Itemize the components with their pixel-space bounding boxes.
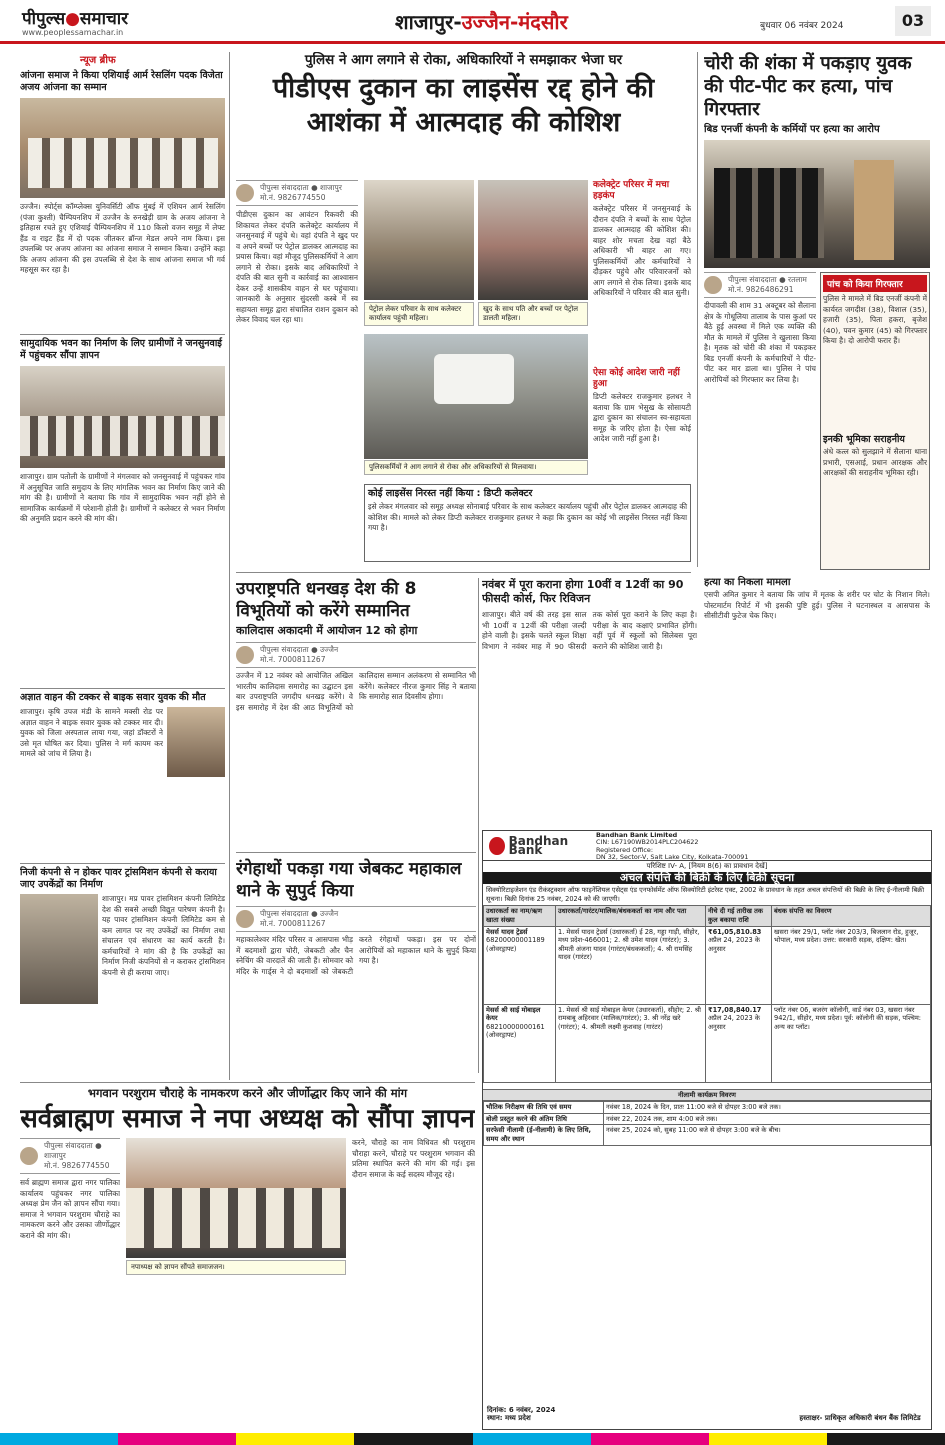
reporter-avatar [236,184,254,202]
center-top-story [236,52,691,567]
section-divider [236,852,476,853]
story1-body: उज्जैन। स्पोर्ट्स कॉम्प्लेक्स युनिवर्सिटी ऑफ मुंबई में एशियन आर्म रेसलिंग (पंजा कुश्ती) चैम्पियनशिप में उज्जैन के रुनखेड़ी ग्राम के अजय आंजना ने इतिहास रचते हुए एशियाई चैम्पियनशिप में 110 किलो वजन समूह में लेफ्ट हैंड व राइट हैंड में दो पदक जीतकर ब्रॉन्ज मेडल अपने नाम किया। इस उपलब्धि पर अजय आंजना का आंजना समाज ने सम्मान किया। उन्होंने कहा कि अजय आंजना की इस उपलब्धि से देश के साथ आंजना समाज भी गर्व महसूस कर रहा है। [20,202,225,274]
center-mid2-byline [236,906,476,932]
center-mid-body: उज्जैन में 12 नवंबर को आयोजित अखिल भारतीय कालिदास समारोह का उद्घाटन इस बार उपराष्ट्रपति जगदीप धनखड़ करेंगे। वे इस समारोह में देश की आठ विभूतियों को कालिदास सम्मान अलंकरण से सम्मानित भी करेंगे। कलेक्टर नीरज कुमार सिंह ने बताया कि समारोह सात दिवसीय होगा। [236,671,476,712]
outstanding-amount: ₹17,08,840.17 [708,1005,762,1014]
right-top-subhead: बिड एनर्जी कंपनी के कर्मियों पर हत्या का आरोप [704,124,880,135]
notice-date: दिनांक: 6 नवंबर, 2024 [487,1405,556,1414]
column-divider [229,52,230,1080]
story3-photo [167,707,225,777]
reporter-avatar [704,276,722,294]
exam-headline[interactable]: नवंबर में पूरा कराना होगा 10वीं व 12वीं का 90 फीसदी कोर्स, फिर रिविजन [482,578,684,605]
right-top-photo [704,140,930,268]
right-top-mobile: मो.नं. 9826486291 [728,285,794,294]
brand-main: पीपुल्स [22,9,66,29]
bank-info-line: CIN: L67190WB2014PLC204622 [596,838,699,847]
column-divider [478,578,479,1073]
right-top-body: दीपावली की शाम 31 अक्टूबर को सैलाना क्षेत्र के गोधूलिया तालाब के पास कुआं पर बैठे हुई अवस्था में मिले एक व्यक्ति की मौत के मामले में पुलिस ने खुलासा किया है। मृतक को चोरी की शंका में पकड़कर बिड एनर्जी कंपनी के कर्मचारियों ने पीट-पीट कर मार डाला था। पुलिस ने पांच आरोपियों को गिरफ्तार कर लिया है। [704,301,816,384]
exam-body: शाजापुर। बीते वर्ष की तरह इस साल भी 10वीं व 12वीं की परीक्षा जल्दी होने वाली है। इसके चलते स्कूल शिक्षा विभाग ने नवंबर माह में 90 फीसदी तक कोर्स पूरा कराने के लिए कहा है। परीक्षा के बाद कक्षाएं प्रभावित होंगी। वहीं पूर्व में स्कूलों को सिलेबस पूरा कराने की कोशिश जारी है। [482,610,697,651]
edition-title [395,8,568,35]
center-mid2-headline[interactable]: रंगेहाथों पकड़ा गया जेबकट महाकाल थाने के सुपुर्द किया [236,859,462,901]
table-cell: नवंबर 18, 2024 के दिन, प्रातः 11:00 बजे से दोपहर 3:00 बजे तक। [604,1102,931,1114]
website-link[interactable]: www.peoplessamachar.in [22,28,124,37]
right-top-body2-head: हत्या का निकला मामला [704,577,791,588]
bottom-left-body: सर्व ब्राह्मण समाज द्वारा नगर पालिका कार्यालय पहुंचकर नगर पालिका अध्यक्ष प्रेम जैन को ज्ञापन सौंपा गया। समाज ने भगवान परशुराम चौराहे का नामकरण करने और उसका जीर्णोद्धार कराने की मांग की। [20,1178,120,1240]
story3-headline[interactable]: अज्ञात वाहन की टक्कर से बाइक सवार युवक की मौत [20,688,225,704]
bottom-left-story [20,1086,475,1431]
auction-schedule-table [483,1101,931,1145]
bank-notice-title: अचल संपत्ति की बिक्री के लिए बिक्री सूचना [483,872,931,885]
center-mid2-story [236,858,476,1073]
table-cell: भौतिक निरीक्षण की तिथि एवं समय [484,1102,604,1114]
section-divider [236,572,691,573]
right-top-body2: एसपी अमित कुमार ने बताया कि जांच में मृतक के शरीर पर चोट के निशान मिले। पोस्टमार्टम रिपोर्ट में भी इसकी पुष्टि हुई। पुलिस ने घटनास्थल व आसपास के सीसीटीवी फुटेज चेक किए। [704,590,930,620]
column-divider [697,52,698,567]
table-header: नीचे दी गई तारीख तक कुल बकाया राशि [706,906,772,926]
bottom-left-reporter: पीपुल्स संवाददाता ● शाजापुर [44,1141,102,1160]
page-number: 03 [895,6,931,36]
center-top-caption-3: पुलिसकर्मियों ने आग लगाने से रोका और अधिकारियों से मिलवाया। [364,460,588,475]
reporter-avatar [20,1147,38,1165]
center-top-body: पीडीएस दुकान का आवंटन रिकवरी की शिकायत लेकर दंपति कलेक्ट्रेट कार्यालय में जनसुनवाई में पहुंचे थे। वहां दंपति ने खुद पर व अपने बच्चों पर पेट्रोल डालकर आत्मदाह का प्रयास किया। वहां मौजूद पुलिसकर्मियों ने आग लगाने से रोका। इसके बाद अधिकारियों ने दंपति की बात सुनी व कार्रवाई का आश्वासन देकर उन्हें शासकीय वाहन से घर पहुंचाया। जानकारी के अनुसार सुंदरसी कस्बे में स्व सहायता समूह द्वारा संचालित राशन दुकान को लेकर विवाद चल रहा था। [236,210,358,324]
table-cell: 1. मेसर्स श्री साई मोबाइल केयर (उधारकर्ता), सीहोर; 2. श्री रामबाबू अहिरवार (मालिक/गारंटर); 3. श्री नरेंद्र खरे (गारंटर); 4. श्रीमती लक्ष्मी कुशवाह (गारंटर) [556,1004,706,1082]
center-top-caption-2: खुद के साथ पति और बच्चों पर पेट्रोल डालती महिला। [478,302,588,326]
bank-info [593,831,931,860]
section-divider [20,1082,475,1083]
bank-appendix: परिशिष्ट IV- A, [नियम 8(6) का प्रावधान देखें] [646,862,768,870]
center-top-side-body-2: डिप्टी कलेक्टर राजकुमार हलधर ने बताया कि ग्राम भेसुख के सोसायटी द्वारा दुकान का संचालन स्व-सहायता समूह के जरिए होता है। ऐसा कोई आदेश जारी नहीं हुआ है। [593,392,691,443]
right-top-story [704,52,930,812]
story1-photo [20,98,225,198]
table-cell: नवंबर 22, 2024 तक, शाम 4:00 बजे तक। [604,1113,931,1125]
table-row [484,926,931,1004]
center-mid2-mobile: मो.नं. 7000811267 [260,919,326,928]
print-color-bar [0,1433,945,1445]
edition-city: शाजापुर- [395,10,462,34]
bottom-left-photo [126,1138,346,1258]
center-top-mobile: मो.नं. 9826774550 [260,193,326,202]
center-mid2-body: महाकालेश्वर मंदिर परिसर व आसपास भीड़ में बदमाशों द्वारा चोरी, जेबकटी और चैन स्नेचिंग की वारदातें की जाती हैं। सोमवार को मंदिर के गार्ड्स ने दो बदमाशों को जेबकटी करते रंगेहाथों पकड़ा। इस पर दोनों आरोपियों को महाकाल थाने के सुपुर्द किया गया है। [236,935,476,976]
reporter-avatar [236,910,254,928]
masthead [0,0,945,44]
bottom-left-mobile: मो.नं. 9826774550 [44,1161,110,1170]
brand-separator-icon: ● [65,9,80,29]
issue-date: बुधवार 06 नवंबर 2024 [760,21,844,31]
table-row [484,1113,931,1125]
center-mid-story [236,578,476,850]
bank-notice-intro: सिक्योरिटाइजेशन एंड रीकंस्ट्रक्शन ऑफ फाइनेंशियल एसेट्स एंड एनफोर्समेंट ऑफ सिक्योरिटी इंटरेस्ट एक्ट, 2002 के प्रावधान के तहत अचल संपत्तियों की बिक्री के लिए ई-नीलामी बिक्री सूचना। बिक्री दिनांक 25 नवंबर, 2024 को की जाएगी। [486,886,925,903]
table-row [484,1102,931,1114]
account-number: 68200000001189 (ओवरड्राफ्ट) [486,936,545,953]
center-top-caption-1: पेट्रोल लेकर परिवार के साथ कलेक्टर कार्यालय पहुंची महिला। [364,302,474,326]
bank-sale-notice [482,830,932,1430]
auction-schedule-head: नीलामी कार्यक्रम विवरण [483,1089,931,1102]
center-top-quote-head: कोई लाइसेंस निरस्त नहीं किया : डिप्टी कलेक्टर [368,488,533,499]
table-cell [484,1004,556,1082]
bank-name: Bandhan Bank [508,833,569,857]
table-row [484,1125,931,1145]
center-top-side-head-2: ऐसा कोई आदेश जारी नहीं हुआ [593,368,680,389]
story1-headline[interactable]: आंजना समाज ने किया एशियाई आर्म रेसलिंग पदक विजेता अजय आंजना का सम्मान [20,70,223,93]
center-mid-subhead: कालिदास अकादमी में आयोजन 12 को होगा [236,624,418,637]
bank-info-line: Registered Office: [596,845,653,854]
right-top-headline[interactable]: चोरी की शंका में पकड़ाए युवक की पीट-पीट कर हत्या, पांच गिरफ्तार [704,53,912,120]
amount-date: अप्रैल 24, 2023 के अनुसार [708,1014,760,1031]
notice-signatory: हस्ताक्षर- प्राधिकृत अधिकारी बंधन बैंक लिमिटेड [799,1414,921,1423]
center-top-quote-box [364,484,691,562]
story3-body: शाजापुर। कृषि उपज मंडी के सामने मक्सी रोड पर अज्ञात वाहन ने बाइक सवार युवक को टक्कर मार दी। युवक को जिला अस्पताल लाया गया, जहां डॉक्टरों ने उसे मृत घोषित कर दिया। पुलिस ने मर्ग कायम कर मामले को जांच में लिया है। [20,707,163,758]
left-column [20,52,225,1080]
account-number: 68210000000161 (ओवरड्राफ्ट) [486,1022,545,1040]
table-cell [484,926,556,1004]
exam-story [482,578,697,823]
center-top-kicker: पुलिस ने आग लगाने से रोका, अधिकारियों ने समझाकर भेजा घर [304,52,623,68]
center-top-photo-3 [364,334,588,459]
bottom-left-byline [20,1138,120,1174]
bank-property-table [483,905,931,1082]
table-cell: 1. मेसर्स यादव ट्रेडर्स (उधारकर्ता) ई 28, गड्डा गाड़ी, सीहोर, मध्य प्रदेश-466001; 2. श्री उमेश यादव (गारंटर); 3. श्रीमती अंजना यादव (गारंटर/बंधककर्ता); 4. श्री रामसिंह यादव (गारंटर) [556,926,706,1004]
table-cell: खसरा नंबर 29/1, प्लॉट नंबर 203/3, बिजलान रोड, हुजूर, भोपाल, मध्य प्रदेश। उत्तर: सरकारी सड़क, दक्षिण: खेत। [772,926,931,1004]
center-mid2-reporter: पीपुल्स संवाददाता ● उज्जैन [260,909,339,918]
right-top-box-head: पांच को किया गिरफ्तार [823,275,927,292]
story2-body: शाजापुर। ग्राम पतोली के ग्रामीणों ने मंगलवार को जनसुनवाई में पहुंचकर गांव में अनुसूचित जाति समुदाय के लिए मांगलिक भवन का निर्माण किए जाने की मांग की है। ग्रामीणों ने बताया कि गांव में सामुदायिक भवन नहीं होने से सामाजिक कार्यक्रमों में परेशानी होती है। ग्रामीणों ने कलेक्टर से भवन निर्माण की अनुमति प्रदान करने की मांग की। [20,472,225,523]
center-top-photo-2 [478,180,588,300]
story4-body: शाजापुर। मप्र पावर ट्रांसमिशन कंपनी लिमिटेड देश की सबसे अच्छी विद्युत पारेषण कंपनी है। यह पावर ट्रांसमिशन कंपनी लिमिटेड कम से कम लागत पर नए उपकेंद्रों का निर्माण तथा संचालन एवं संधारण का कार्य करती है। कर्मचारियों ने मांग की है कि उपकेंद्रों का निर्माण निजी कंपनियों से न कराकर ट्रांसमिशन कंपनी से ही कराया जाए। [102,894,225,977]
right-top-box-body-2: अंधे कत्ल को सुलझाने में सैलाना थाना प्रभारी, एसआई, प्रधान आरक्षक और आरक्षकों की सराहनीय भूमिका रही। [823,447,927,477]
table-cell: प्लॉट नंबर 06, बजरंग कॉलोनी, वार्ड नंबर 03, खसरा नंबर 942/1, सीहोर, मध्य प्रदेश। पूर्व: कॉलोनी की सड़क, पश्चिम: अन्य का प्लॉट। [772,1004,931,1082]
center-mid-byline [236,642,476,668]
right-top-reporter: पीपुल्स संवाददाता ● रतलाम [728,275,807,284]
story2-headline[interactable]: सामुदायिक भवन का निर्माण के लिए ग्रामीणों ने जनसुनवाई में पहुंचकर सौंपा ज्ञापन [20,334,225,362]
center-top-quote-body: इसे लेकर मंगलवार को समूह अध्यक्ष सोनाबाई परिवार के साथ कलेक्टर कार्यालय पहुंची और पेट्रोल डालकर आत्मदाह की कोशिश की। मामले को लेकर डिप्टी कलेक्टर राजकुमार हलधर ने कहा कि दुकान का कोई भी लाइसेंस निरस्त नहीं किया गया है। [368,502,687,532]
notice-place: स्थान: मध्य प्रदेश [487,1414,531,1423]
center-mid-mobile: मो.नं. 7000811267 [260,655,326,664]
table-row [484,1004,931,1082]
table-header-row [484,906,931,926]
center-mid-headline[interactable]: उपराष्ट्रपति धनखड़ देश की 8 विभूतियों को करेंगे सम्मानित [236,579,417,621]
edition-rest: उज्जैन-मंदसौर [461,10,568,34]
table-cell [706,926,772,1004]
borrower-name: मेसर्स श्री साई मोबाइल केयर [486,1005,541,1023]
table-header: बंधक संपत्ति का विवरण [772,906,931,926]
brand-tail: समाचार [79,9,129,29]
bank-logo [483,831,593,860]
right-top-byline [704,272,816,298]
news-brief-tag: न्यूज ब्रीफ [80,55,116,66]
outstanding-amount: ₹61,05,810.83 [708,927,762,936]
bottom-left-caption: नपाध्यक्ष को ज्ञापन सौंपते समाजजन। [126,1260,346,1275]
table-cell [706,1004,772,1082]
right-top-box [820,272,930,570]
bottom-left-kicker: भगवान परशुराम चौराहे के नामकरण करने और जीर्णोद्धार किए जाने की मांग [87,1086,408,1100]
story2-photo [20,366,225,468]
table-header: उधारकर्ता/गारंटर/मालिक/बंधककर्ता का नाम और पता [556,906,706,926]
table-header: उधारकर्ता का नाम/ऋण खाता संख्या [484,906,556,926]
borrower-name: मेसर्स यादव ट्रेडर्स [486,927,528,936]
bank-info-line: DN 32, Sector-V, Salt Lake City, Kolkata-700091 [596,853,749,862]
center-top-side-head: कलेक्ट्रेट परिसर में मचा हड़कंप [593,180,670,201]
right-top-box-body: पुलिस ने मामले में बिड एनर्जी कंपनी में कार्यरत जगदीश (38), विशाल (35), हजारी (35), पिता हकरा, बृजेश (40), पवन कुमार (45) को गिरफ्तार किया है। दो आरोपी फरार हैं। [823,294,927,345]
center-top-photo-1 [364,180,474,300]
center-mid-reporter: पीपुल्स संवाददाता ● उज्जैन [260,645,339,654]
newspaper-brand[interactable] [22,6,128,29]
bank-logo-icon [489,837,505,855]
bank-notice-header [483,831,931,861]
story4-photo [20,894,98,1004]
table-cell: सरफेसी नीलामी (ई-नीलामी) के लिए तिथि, समय और स्थान [484,1125,604,1145]
center-top-reporter: पीपुल्स संवाददाता ● शाजापुर [260,183,342,192]
story4-headline[interactable]: निजी कंपनी से न होकर पावर ट्रांसमिशन कंपनी से कराया जाए उपकेंद्रों का निर्माण [20,863,225,891]
right-top-box-head-2: इनकी भूमिका सराहनीय [823,434,905,445]
center-top-side-body: कलेक्ट्रेट परिसर में जनसुनवाई के दौरान दंपति ने बच्चों के साथ पेट्रोल डालकर आत्मदाह की कोशिश की। बाहर शोर मचता देख वहां बैठे अधिकारी भी बाहर आ गए। पुलिसकर्मियों और कर्मचारियों ने दौड़कर पहुंचे और परिवारजनों को आग लगाने से रोक लिया। इसके बाद अधिकारियों ने परिवार की बात सुनी। [593,204,691,297]
bank-info-line: Bandhan Bank Limited [596,831,678,839]
amount-date: अप्रैल 24, 2023 के अनुसार [708,936,760,953]
bottom-left-body-2: करने, चौराहे का नाम विधिवत श्री परशुराम चौराहा करने, चौराहे पर परशुराम भगवान की प्रतिमा स्थापित करने की मांग की गई। इस दौरान समाज के कई सदस्य मौजूद रहे। [352,1138,475,1179]
bottom-left-headline[interactable]: सर्वब्राह्मण समाज ने नपा अध्यक्ष को सौंपा ज्ञापन [20,1104,475,1134]
center-top-headline[interactable]: पीडीएस दुकान का लाइसेंस रद्द होने की आशंका में आत्मदाह की कोशिश [272,73,655,138]
bank-notice-footer [487,1406,555,1423]
table-cell: नवंबर 25, 2024 को, सुबह 11:00 बजे से दोपहर 3:00 बजे के बीच। [604,1125,931,1145]
reporter-avatar [236,646,254,664]
center-top-byline [236,180,358,206]
table-cell: बोली प्रस्तुत करने की अंतिम तिथि [484,1113,604,1125]
